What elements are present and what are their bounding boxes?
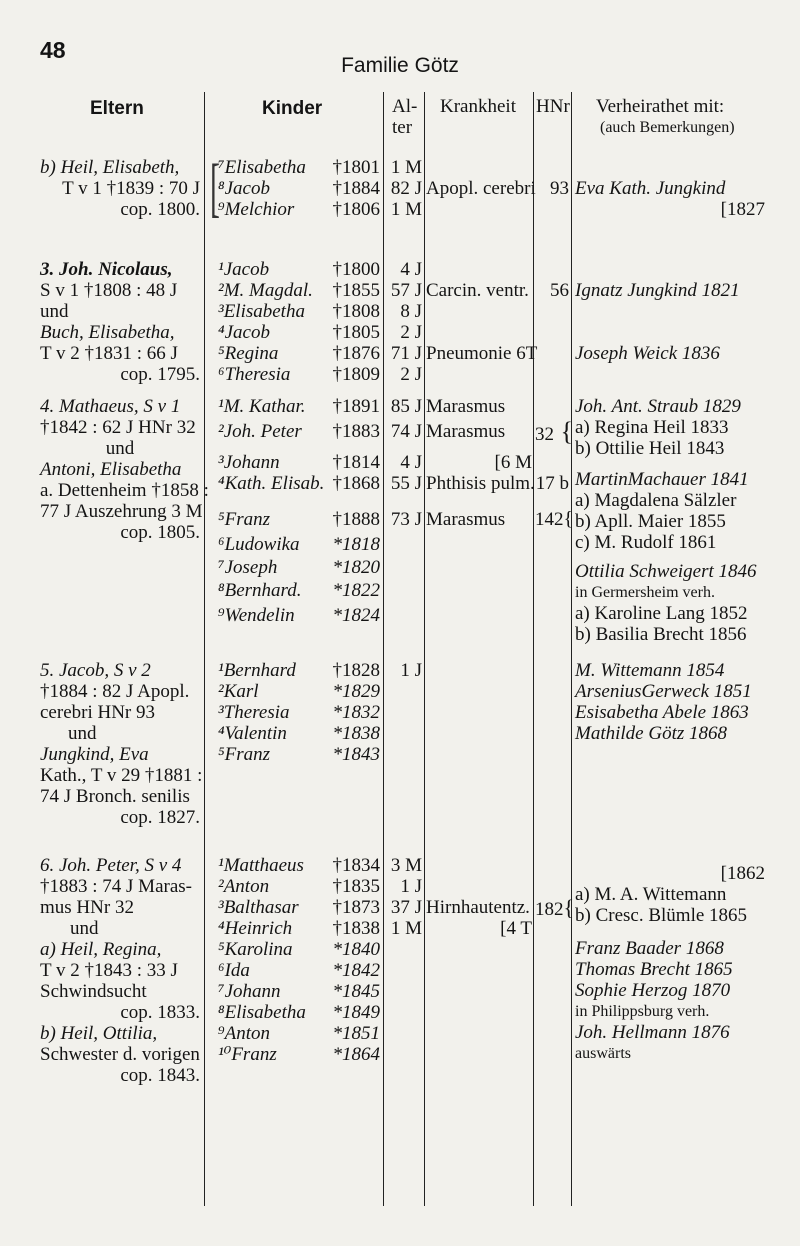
spouse: Thomas Brecht 1865 [575,959,733,980]
hnr: 56 [550,280,569,301]
illness: Marasmus [426,509,506,530]
child-date: †1835 [332,876,380,897]
spouse: Sophie Herzog 1870 [575,980,731,1001]
spouse: Joh. Ant. Straub 1829 [575,396,741,417]
column-divider [383,92,384,1206]
child-name: ⁶Ida [218,960,250,981]
child-name: ⁴Heinrich [218,918,293,939]
age: 37 J [390,897,422,918]
child-name: ⁷Elisabetha [218,157,306,178]
age: 55 J [390,473,422,494]
age-group-5 [386,660,422,681]
hnr: 17 b [535,473,569,494]
age-group-b [386,157,422,220]
child-name: ¹Jacob [218,259,270,280]
illness-group-4 [426,396,535,530]
parent-line: b) Heil, Elisabeth, [40,157,180,178]
age: 1 M [390,918,422,939]
child-name: ⁵Regina [218,343,279,364]
child-date: *1824 [332,605,380,626]
column-divider [571,92,572,1206]
parent-line: und [70,918,99,939]
hnr: 32 [535,424,554,445]
parent-line: Schwindsucht [40,981,147,1002]
spouse: in Philippsburg verh. [575,1003,710,1020]
spouse: Joh. Hellmann 1876 [575,1022,730,1043]
parent-line: cop. 1800. [120,199,200,220]
parent-line: cop. 1833. [120,1002,200,1023]
child-date: *1845 [332,981,380,1002]
child-name: ⁹Wendelin [218,605,295,626]
child-date: *1829 [332,681,380,702]
age: 1 M [390,199,422,220]
header-hnr: HNr [536,96,570,117]
married-group-6 [575,855,765,1064]
parents-group-6 [40,855,200,1086]
parent-line: mus HNr 32 [40,897,134,918]
child-date: *1864 [332,1044,380,1065]
child-name: ³Theresia [218,702,290,723]
page-number: 48 [40,37,66,63]
child-date: †1884 [332,178,380,199]
age: 2 J [400,364,422,385]
parent-line: T v 2 †1831 : 66 J [40,343,178,364]
parent-line: Kath., T v 29 †1881 : [40,765,203,786]
age: 3 M [390,855,422,876]
child-date: †1800 [332,259,380,280]
child-date: †1855 [332,280,380,301]
spouse: a) Regina Heil 1833 [575,417,729,438]
parents-group-4 [40,396,209,543]
spouse: a) Karoline Lang 1852 [575,603,748,624]
child-name: ⁴Jacob [218,322,270,343]
illness: Pneumonie 6T [426,343,538,364]
age: 4 J [400,259,422,280]
illness: Phthisis pulm. [426,473,535,494]
child-date: †1814 [332,452,380,473]
child-date: †1876 [332,343,380,364]
children-group-6 [218,855,380,1065]
child-date: †1808 [332,301,380,322]
child-name: ⁴Kath. Elisab. [218,473,325,494]
spouse: Ottilia Schweigert 1846 [575,561,757,582]
parent-line: †1883 : 74 J Maras- [40,876,192,897]
child-date: †1806 [332,199,380,220]
child-date: *1820 [332,557,380,578]
child-name: ²Anton [218,876,270,897]
child-date: †1828 [332,660,380,681]
page-title: Familie Götz [341,54,459,77]
spouse: [1862 [720,863,765,884]
column-divider [424,92,425,1206]
spouse: Joseph Weick 1836 [575,343,720,364]
illness: Marasmus [426,396,506,417]
child-date: *1851 [332,1023,380,1044]
child-date: †1809 [332,364,380,385]
age: 74 J [390,421,422,442]
child-name: ⁹Anton [218,1023,270,1044]
parent-line: und [68,723,97,744]
parent-line: 74 J Bronch. senilis [40,786,190,807]
spouse: Esisabetha Abele 1863 [575,702,749,723]
illness-group-6 [426,855,532,939]
spouse: MartinMachauer 1841 [575,469,749,490]
parents-group-3 [40,259,200,385]
parents-group-b [40,157,200,220]
illness: [6 M [494,452,532,473]
child-date: †1888 [332,509,380,530]
parent-line: und [40,301,69,322]
age: 82 J [390,178,422,199]
parent-line: cerebri HNr 93 [40,702,156,723]
spouse: b) Apll. Maier 1855 [575,511,726,532]
parent-line: 3. Joh. Nicolaus, [40,259,173,280]
married-group-4 [575,396,765,645]
children-group-3 [218,259,380,385]
parent-line: †1842 : 62 J HNr 32 [40,417,196,438]
age: 1 J [400,660,422,681]
hnr: 93 [550,178,569,199]
child-date: †1805 [332,322,380,343]
child-name: ¹Bernhard [218,660,296,681]
spouse: a) M. A. Wittemann [575,884,727,905]
child-name: ⁵Karolina [218,939,293,960]
spouse: Mathilde Götz 1868 [575,723,727,744]
spouse: a) Magdalena Sälzler [575,490,737,511]
parent-line: a. Dettenheim †1858 : [40,480,209,501]
child-name: ³Johann [218,452,280,473]
married-group-b [575,157,765,220]
illness: Carcin. ventr. [426,280,529,301]
child-name: ⁷Joseph [218,557,278,578]
header-bemerkungen: (auch Bemerkungen) [600,119,735,136]
parent-line: cop. 1805. [120,522,200,543]
parent-line: 6. Joh. Peter, S v 4 [40,855,182,876]
illness-group-b [426,157,536,199]
child-date: †1873 [332,897,380,918]
child-name: ⁴Valentin [218,723,287,744]
parent-line: T v 2 †1843 : 33 J [40,960,178,981]
parents-group-5 [40,660,203,828]
parent-line: Antoni, Elisabetha [40,459,182,480]
spouse: Ignatz Jungkind 1821 [575,280,740,301]
parent-line: cop. 1843. [120,1065,200,1086]
hnr-group-4: 32 { 17 b 142{ [535,417,574,530]
parent-line: b) Heil, Ottilia, [40,1023,158,1044]
child-name: ³Balthasar [218,897,299,918]
spouse: in Germersheim verh. [575,584,715,601]
married-group-5 [575,660,765,744]
spouse: M. Wittemann 1854 [575,660,725,681]
parent-line: 77 J Auszehrung 3 M [40,501,203,522]
children-group-b [218,157,380,220]
parent-line: cop. 1795. [120,364,200,385]
hnr: 142 [535,509,564,530]
child-date: †1883 [332,421,380,442]
married-group-3 [575,259,765,364]
header-alter-1: Al- [392,96,418,117]
parent-line: T v 1 †1839 : 70 J [62,178,200,199]
age: 1 M [390,157,422,178]
spouse: c) M. Rudolf 1861 [575,532,717,553]
child-name: ²M. Magdal. [218,280,313,301]
illness: [4 T [500,918,532,939]
child-name: ²Karl [218,681,259,702]
parent-line: S v 1 †1808 : 48 J [40,280,178,301]
illness: Apopl. cerebri [426,178,536,199]
age: 4 J [400,452,422,473]
age: 57 J [390,280,422,301]
child-date: *1822 [332,580,380,601]
age-group-6 [386,855,422,939]
child-name: ⁷Johann [218,981,281,1002]
child-date: *1840 [332,939,380,960]
age: 2 J [400,322,422,343]
child-name: ⁵Franz [218,744,270,765]
column-divider [533,92,534,1206]
illness: Hirnhautentz. [426,897,530,918]
age: 71 J [390,343,422,364]
spouse: b) Ottilie Heil 1843 [575,438,725,459]
brace: [ [210,151,220,224]
child-date: †1868 [332,473,380,494]
parent-line: Schwester d. vorigen [40,1044,200,1065]
spouse: b) Basilia Brecht 1856 [575,624,747,645]
child-name: ³Elisabetha [218,301,305,322]
illness-group-3 [426,259,538,364]
child-date: *1818 [332,534,380,555]
age: 8 J [400,301,422,322]
child-date: *1842 [332,960,380,981]
header-krankheit: Krankheit [440,96,516,117]
child-date: †1801 [332,157,380,178]
hnr-group-b [535,157,569,199]
spouse: b) Cresc. Blümle 1865 [575,905,748,926]
child-date: *1849 [332,1002,380,1023]
child-date: *1838 [332,723,380,744]
age: 73 J [390,509,422,530]
child-name: ⁶Ludowika [218,534,300,555]
parent-line: a) Heil, Regina, [40,939,162,960]
child-name: ⁸Elisabetha [218,1002,306,1023]
child-name: ¹M. Kathar. [218,396,306,417]
parent-line: und [105,438,135,459]
child-date: *1832 [332,702,380,723]
header-eltern: Eltern [90,98,144,119]
parent-line: 5. Jacob, S v 2 [40,660,151,681]
child-name: ¹⁰Franz [218,1044,277,1065]
children-group-5 [218,660,380,765]
spouse: Franz Baader 1868 [575,938,724,959]
child-name: ⁵Franz [218,509,270,530]
child-name: ⁸Jacob [218,178,270,199]
hnr-group-3 [535,259,569,301]
parent-line: Jungkind, Eva [40,744,149,765]
age: 1 J [400,876,422,897]
parent-line: cop. 1827. [120,807,200,828]
parent-line: †1884 : 82 J Apopl. [40,681,190,702]
child-date: *1843 [332,744,380,765]
header-verheirathet: Verheirathet mit: [596,96,725,117]
header-alter-2: ter [392,117,413,138]
hnr-group-6: 182{ [535,895,575,920]
spouse: auswärts [575,1045,631,1062]
child-name: ⁶Theresia [218,364,291,385]
child-name: ⁸Bernhard. [218,580,302,601]
spouse: ArseniusGerweck 1851 [575,681,752,702]
child-date: †1891 [332,396,380,417]
age-group-3 [386,259,422,385]
child-date: †1838 [332,918,380,939]
column-divider [204,92,205,1206]
child-name: ¹Matthaeus [218,855,304,876]
child-name: ²Joh. Peter [218,421,302,442]
hnr: 182 [535,899,564,920]
age: 85 J [390,396,422,417]
header-kinder: Kinder [262,98,323,119]
children-group-4 [218,396,380,626]
illness: Marasmus [426,421,506,442]
child-name: ⁹Melchior [218,199,295,220]
spouse: [1827 [720,199,765,220]
child-date: †1834 [332,855,380,876]
parent-line: Buch, Elisabetha, [40,322,175,343]
spouse: Eva Kath. Jungkind [575,178,726,199]
age-group-4 [386,396,422,530]
parent-line: 4. Mathaeus, S v 1 [40,396,181,417]
